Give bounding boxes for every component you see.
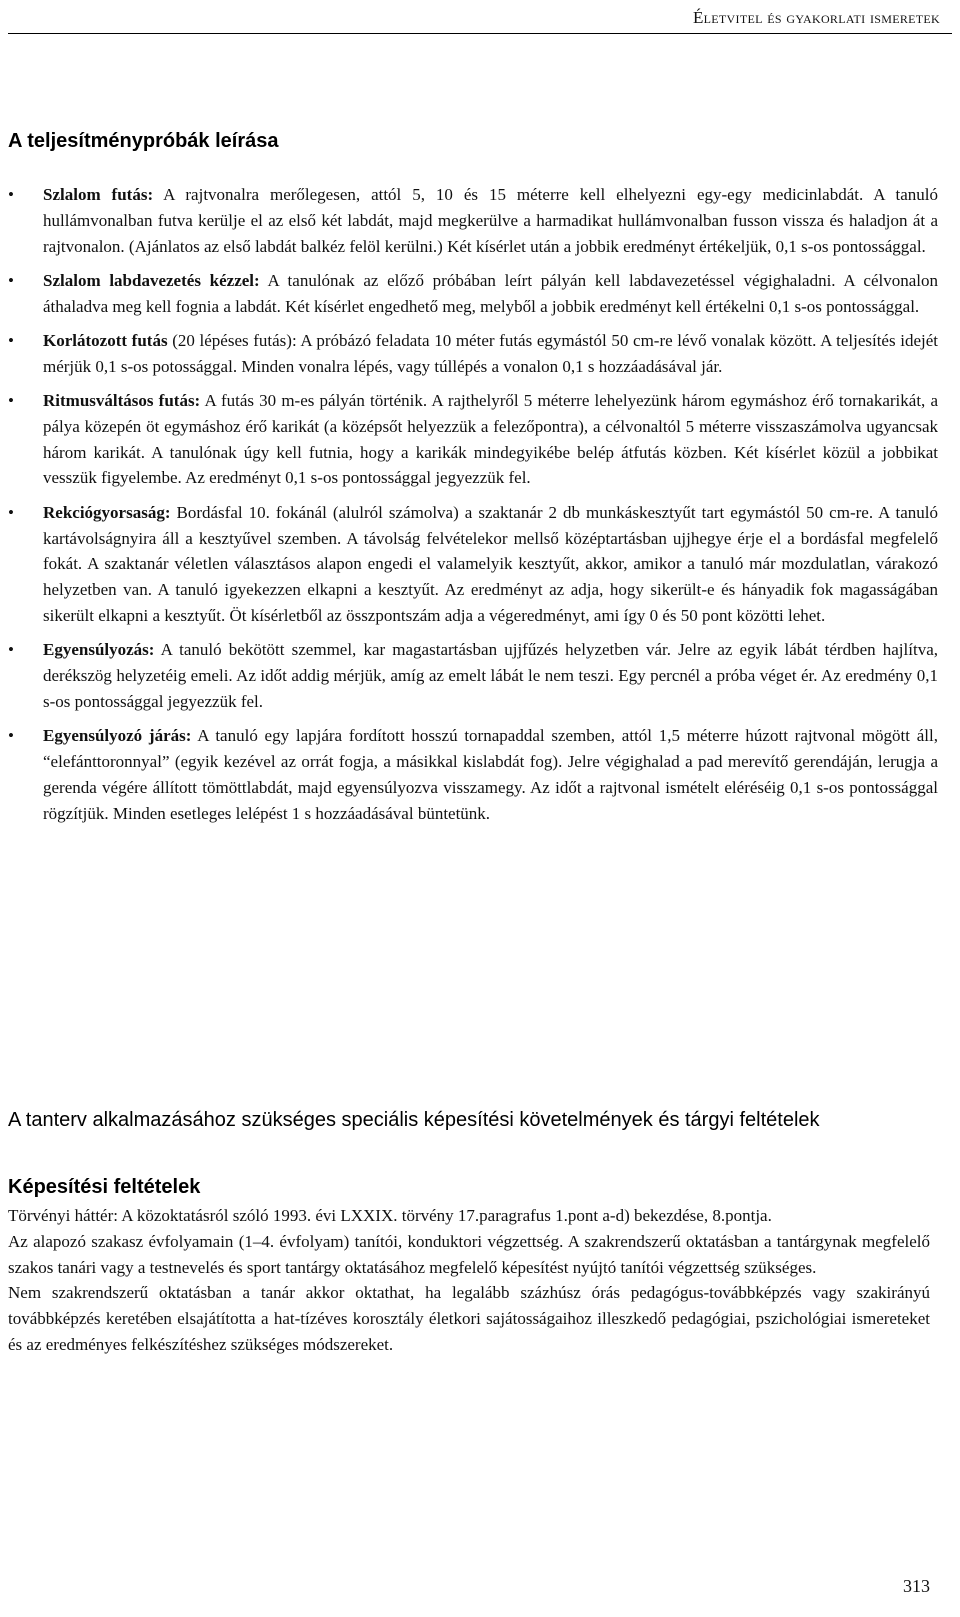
paragraph: Az alapozó szakasz évfolyamain (1–4. évfolyam) tanítói, konduktori végzettség. A szakrendszerű oktatásban a tantárgynak megfelelő szakos tanári vagy a testnevelés és sport tantárgy oktatásához megfelelő képesítést nyújtó tanítói végzettség szükséges. bbox=[8, 1231, 930, 1277]
page-number: 313 bbox=[903, 1576, 930, 1596]
test-list bbox=[8, 182, 938, 835]
list-item bbox=[8, 500, 938, 629]
item-term: Szlalom futás: bbox=[43, 185, 154, 204]
bullet-icon: • bbox=[8, 640, 14, 660]
paragraph: Nem szakrendszerű oktatásban a tanár akkor oktathat, ha legalább százhúsz órás pedagógus-továbbképzés vagy szakirányú továbbképzés keretében elsajátította a hat-tízéves korosztály életkori sajátosságaihoz illeszkedő pedagógiai, pszichológiai ismereteket és az eredményes felkészítéshez szükséges módszereket. bbox=[8, 1283, 930, 1354]
item-term: Ritmusváltásos futás: bbox=[43, 391, 201, 411]
qualification-text bbox=[8, 1203, 930, 1358]
bullet-icon: • bbox=[8, 391, 14, 411]
item-term: Egyensúlyozás: bbox=[43, 640, 155, 660]
item-text: A rajtvonalra merőlegesen, attól 5, 10 és 15 méterre kell elhelyezni egy-egy medicinlabdát. A tanuló hullámvonalban futva kerülje el az első két labdát, majd megkerülve a harmadikat hullámvonalban fusson vissza és haladjon át a rajtvonalon. (Ajánlatos az első labdát balkéz felöl kerülni.) Két kísérlet után a jobbik eredményt értékeljük, 0,1 s-os pontossággal. bbox=[43, 185, 938, 256]
item-text: A futás 30 m-es pályán történik. A rajthelyről 5 méterre lehelyezünk három egymáshoz érő tornakarikát, a pálya közepén öt egymáshoz érő karikát (a középsőt helyezzük a felezőpontra), a célvonaltól 5 méterre visszaszámolva ugyancsak három karikát. A tanulónak úgy kell futnia, hogy a karikák mindegyikébe belép átfutás közben. Két kísérlet közül a jobbikat vesszük figyelembe. Az eredményt 0,1 s-os pontossággal jegyezzük fel. bbox=[43, 391, 938, 488]
bullet-icon: • bbox=[8, 726, 14, 746]
paragraph: Törvényi háttér: A közoktatásról szóló 1993. évi LXXIX. törvény 17.paragrafus 1.pont a-d) bekezdése, 8.pontja. bbox=[8, 1206, 772, 1225]
bullet-icon: • bbox=[8, 502, 14, 522]
qualification-heading: Képesítési feltételek bbox=[8, 1176, 201, 1198]
list-item bbox=[8, 723, 938, 826]
bullet-icon: • bbox=[8, 330, 14, 350]
list-item bbox=[8, 637, 938, 714]
section-title: A teljesítménypróbák leírása bbox=[8, 130, 279, 152]
list-item bbox=[8, 388, 938, 491]
bullet-icon: • bbox=[8, 270, 14, 290]
list-item bbox=[8, 268, 938, 320]
item-term: Szlalom labdavezetés kézzel: bbox=[43, 270, 260, 290]
list-item bbox=[8, 182, 938, 259]
item-text: A tanuló bekötött szemmel, kar magastartásban ujjfűzés helyzetben vár. Jelre az egyik lábát térdben hajlítva, derékszög helyzetéig emeli. Az időt addig mérjük, amíg az emelt lábát le nem teszi. Egy percnél a próba véget ér. Az eredmény 0,1 s-os pontossággal jegyezzük fel. bbox=[43, 640, 938, 711]
item-term: Egyensúlyozó járás: bbox=[43, 726, 192, 746]
item-text: Bordásfal 10. fokánál (alulról számolva) a szaktanár 2 db munkáskesztyűt tart egymástól 50 cm-re. A tanuló kartávolságnyira áll a kesztyűvel szemben. A távolság felvételekor mellső középtartásban ujjhegye érje el a bordásfal megfelelő fokát. A szaktanár véletlen választásos alapon engedi el valamelyik kesztyűt, akkor, amikor a tanuló már mozdulatlan, várakozó helyzetben van. A tanuló igyekezzen elkapni a kesztyűt. Az eredményt az adja, hogy sikerült-e és hányadik fok magasságában sikerült elkapni a kesztyűt. Öt kísérletből az összpontszám adja a végeredményt, ami így 0 és 50 pont közötti lehet. bbox=[43, 502, 938, 625]
item-term: Rekciógyorsaság: bbox=[43, 502, 171, 522]
item-text: A tanuló egy lapjára fordított hosszú tornapaddal szemben, attól 1,5 méterre húzott rajtvonal mögött áll, “elefánttoronnyal” (egyik kezével az orrát fogja, a másikkal kislabdát fog). Jelre végighalad a pad merevítő gerendáján, lerugja a gerenda végére állított tömöttlabdát, majd egyensúlyozva visszamegy. Az időt a rajtvonal ismételt eléréséig 0,1 s-os pontossággal rögzítjük. Minden esetleges lelépést 1 s hozzáadásával büntetünk. bbox=[43, 726, 938, 823]
item-term: Korlátozott futás bbox=[43, 330, 168, 350]
bullet-icon: • bbox=[8, 185, 14, 204]
header-divider bbox=[8, 33, 952, 34]
requirements-heading: A tanterv alkalmazásához szükséges speciális képesítési követelmények és tárgyi feltételek bbox=[8, 1109, 820, 1131]
item-text: (20 lépéses futás): A próbázó feladata 10 méter futás egymástól 50 cm-re lévő vonalak között. A teljesítés idejét mérjük 0,1 s-os potossággal. Minden vonalra lépés, vagy túllépés a vonalon 0,1 s hozzáadásával jár. bbox=[43, 330, 938, 376]
item-text: A tanulónak az előző próbában leírt pályán kell labdavezetéssel végighaladni. A célvonalon áthaladva meg kell fognia a labdát. Két kísérlet engedhető meg, melyből a jobbik eredményt kell értékelni 0,1 s-os pontossággal. bbox=[43, 270, 938, 316]
list-item bbox=[8, 328, 938, 380]
running-header: Életvitel és gyakorlati ismeretek bbox=[692, 8, 940, 27]
